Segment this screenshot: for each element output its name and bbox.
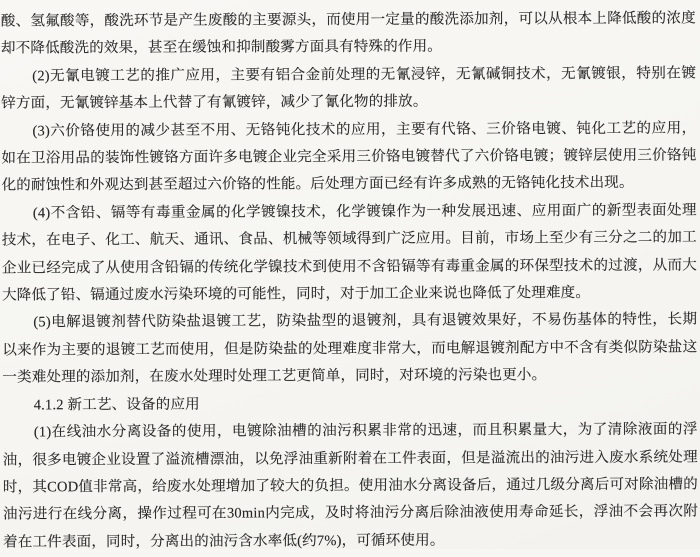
paragraph-item-3: (3)六价铬使用的减少甚至不用、无铬钝化技术的应用，主要有代铬、三价铬电镀、钝化工艺的应用，如在卫浴用品的装饰性镀铬方面许多电镀企业完全采用三价铬电镀替代了六价铬电镀；镀锌层使用三价铬钝化的耐蚀性和外观达到甚至超过六价铬的性能。后处理方面已经有许多成熟的无铬钝化技术出现。: [1, 120, 697, 194]
paragraph-item-5: (5)电解退镀剂替代防染盐退镀工艺，防染盐型的退镀剂，具有退镀效果好，不易伤基体的特性，长期以来作为主要的退镀工艺而使用，但是防染盐的处理难度非常大，而电解退镀剂配方中不含有类似防染盐这一类难处理的添加剂，在废水处理时处理工艺更简单，同时，对环境的污染也更小。: [2, 311, 698, 386]
paragraph-item-1-new-equipment: (1)在线油水分离设备的使用，电镀除油槽的油污积累非常的迅速，而且积累量大，为了清除液面的浮油，很多电镀企业设置了溢流槽漂油，以免浮油重新附着在工件表面，但是溢流出的油污进入废水系统处理时，其COD值非常高，给废水处理增加了较大的负担。使用油水分离设备后，通过几级分离后可对除油槽的油污进行在线分离，操作过程可在30min内完成，及时将油污分离后除油液使用寿命延长，浮油不会再次附着在工件表面，同时，分离出的油污含水率低(约7%)，可循环使用。: [2, 421, 699, 551]
paragraph-item-4: (4)不含铅、镉等有毒重金属的化学镀镍技术，化学镀镍作为一种发展迅速、应用面广的新型表面处理技术，在电子、化工、航天、通讯、食品、机械等领域得到广泛应用。目前，市场上至少有三分之二的加工企业已经完成了从使用含铅镉的传统化学镍技术到使用不含铅镉等有毒重金属的环保型技术的过渡，从而大大降低了铅、镉通过废水污染环境的可能性，同时，对于加工企业来说也降低了处理难度。: [1, 202, 697, 304]
scanned-text-block: [1, 5, 698, 556]
paragraph-item-2: (2)无氰电镀工艺的推广应用，主要有铝合金前处理的无氰浸锌，无氰碱铜技术，无氰镀银，特别在镀锌方面，无氰镀锌基本上代替了有氰镀锌，减少了氰化物的排放。: [1, 65, 697, 112]
section-heading: 4.1.2 新工艺、设备的应用: [33, 396, 200, 414]
paragraph-continuation: 酸、氢氟酸等，酸洗环节是产生废酸的主要源头，而使用一定量的酸洗添加剂，可以从根本上降低酸的浓度却不降低酸洗的效果，甚至在缓蚀和抑制酸雾方面具有特殊的作用。: [0, 10, 696, 57]
